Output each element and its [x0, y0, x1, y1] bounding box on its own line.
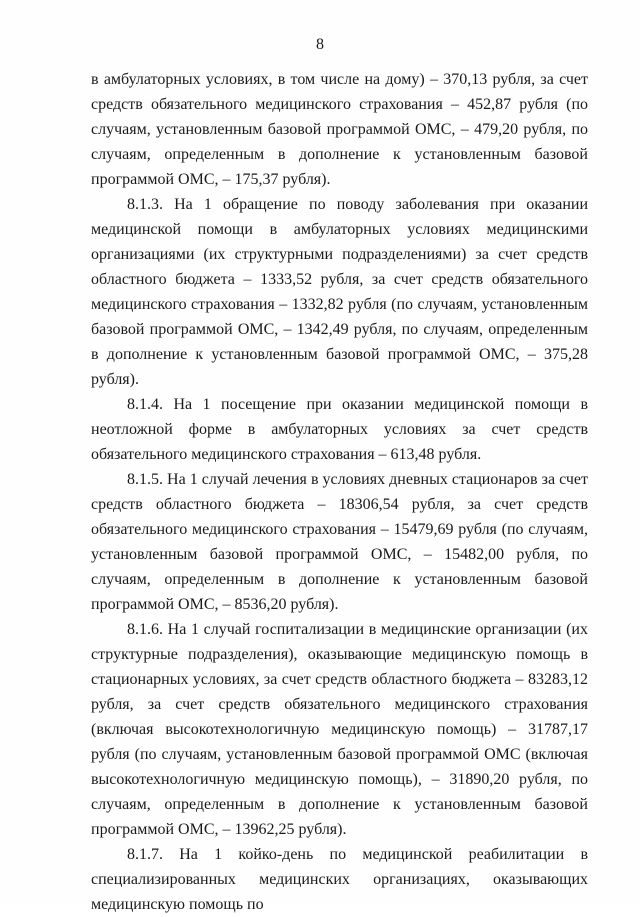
- page-number: 8: [316, 36, 324, 53]
- paragraph-8-1-6: 8.1.6. На 1 случай госпитализации в медицинские организации (их структурные подразделения), оказывающие медицинскую помощь в стационарных условиях, за счет средств областного бюджета – 83283,12 рубля, за счет средств обязательного медицинского страхования (включая высокотехнологичную медицинскую помощь) – 31787,17 рубля (по случаям, установленным базовой программой ОМС (включая высокотехнологичную медицинскую помощь), – 31890,20 рубля, по случаям, определенным в дополнение к установленным базовой программой ОМС, – 13962,25 рубля).: [91, 621, 588, 838]
- paragraph-continuation: в амбулаторных условиях, в том числе на дому) – 370,13 рубля, за счет средств обязательного медицинского страхования – 452,87 рубля (по случаям, установленным базовой программой ОМС, – 479,20 рубля, по случаям, определенным в дополнение к установленным базовой программой ОМС, – 175,37 рубля).: [91, 71, 588, 188]
- paragraph-8-1-3: 8.1.3. На 1 обращение по поводу заболевания при оказании медицинской помощи в амбулаторных условиях медицинскими организациями (их структурными подразделениями) за счет средств областного бюджета – 1333,52 рубля, за счет средств обязательного медицинского страхования – 1332,82 рубля (по случаям, установленным базовой программой ОМС, – 1342,49 рубля, по случаям, определенным в дополнение к установленным базовой программой ОМС, – 375,28 рубля).: [91, 196, 588, 388]
- paragraph-8-1-7: 8.1.7. На 1 койко-день по медицинской реабилитации в специализированных медицинских организациях, оказывающих медицинскую помощь по: [91, 846, 588, 913]
- paragraph-8-1-5: 8.1.5. На 1 случай лечения в условиях дневных стационаров за счет средств областного бюджета – 18306,54 рубля, за счет средств обязательного медицинского страхования – 15479,69 рубля (по случаям, установленным базовой программой ОМС, – 15482,00 рубля, по случаям, определенным в дополнение к установленным базовой программой ОМС, – 8536,20 рубля).: [91, 471, 588, 613]
- paragraph-8-1-4: 8.1.4. На 1 посещение при оказании медицинской помощи в неотложной форме в амбулаторных условиях за счет средств обязательного медицинского страхования – 613,48 рубля.: [91, 396, 588, 463]
- document-body: [91, 67, 588, 917]
